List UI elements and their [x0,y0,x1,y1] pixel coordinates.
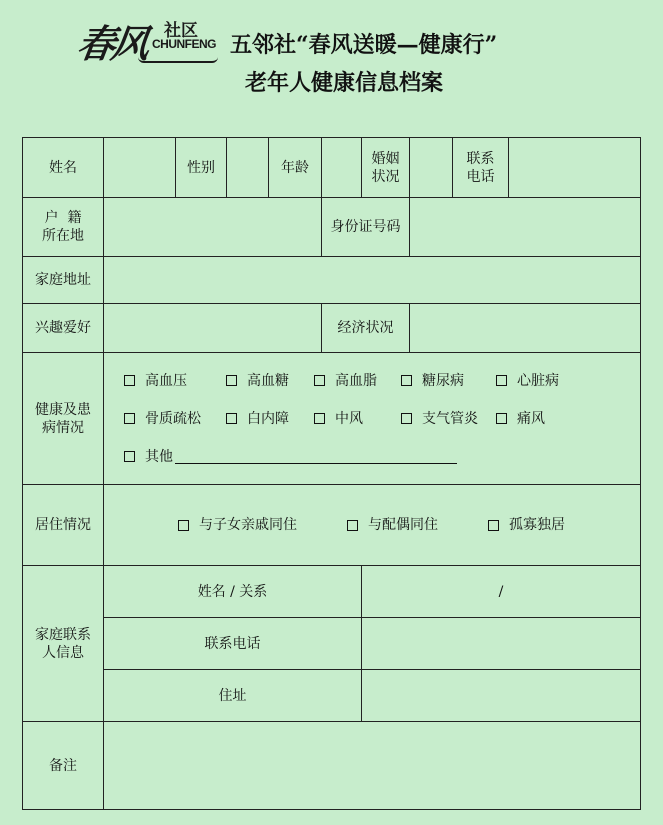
logo-swoosh [138,57,218,63]
page-subtitle: 老年人健康信息档案 [245,70,444,96]
label-remarks: 备注 [23,722,104,810]
field-marital-status[interactable] [410,138,453,198]
field-family-name-relation[interactable]: / [362,566,641,618]
label-family-address: 住址 [104,670,362,722]
label-marital-status [362,138,410,198]
label-hukou-line2: 所在地 [42,228,84,244]
option-osteoporosis[interactable] [124,410,226,428]
option-bronchitis[interactable] [401,410,496,428]
option-label: 糖尿病 [422,372,464,389]
label-marital-line1: 婚姻 [371,150,400,167]
label-economic-status: 经济状况 [322,304,410,353]
label-hukou [23,198,104,257]
option-label: 白内障 [247,410,289,427]
form-row-family-phone [23,618,641,670]
label-id-number: 身份证号码 [322,198,410,257]
form-row-address [23,257,641,304]
form-row-hobbies [23,304,641,353]
community-logo [74,13,218,67]
label-residence: 居住情况 [23,485,104,566]
option-other[interactable] [124,448,173,466]
checkbox-icon[interactable] [401,413,412,424]
label-family-phone: 联系电话 [104,618,362,670]
option-label: 中风 [335,410,363,427]
checkbox-icon[interactable] [226,375,237,386]
option-hyperlipidemia[interactable] [314,372,401,390]
field-age[interactable] [322,138,362,198]
field-id-number[interactable] [410,198,641,257]
field-name[interactable] [104,138,176,198]
option-label: 孤寡独居 [509,517,565,533]
checkbox-icon[interactable] [124,413,135,424]
checkbox-icon[interactable] [314,375,325,386]
option-label: 心脏病 [517,372,559,389]
label-health-line2: 病情况 [42,419,84,436]
logo-script-text: 春风 [74,21,149,66]
option-label: 其他 [145,448,173,465]
option-label: 骨质疏松 [145,410,201,427]
checkbox-icon[interactable] [124,451,135,462]
field-gender[interactable] [227,138,269,198]
option-diabetes[interactable] [401,372,496,390]
checkbox-icon[interactable] [347,520,358,531]
label-name: 姓名 [23,138,104,198]
option-hypertension[interactable] [124,372,226,390]
label-health [23,353,104,485]
option-stroke[interactable] [314,410,401,428]
checkbox-icon[interactable] [178,520,189,531]
checkbox-icon[interactable] [401,375,412,386]
option-label: 高血糖 [247,372,289,389]
option-hyperglycemia[interactable] [226,372,314,390]
other-fill-in-line[interactable] [175,449,457,464]
checkbox-icon[interactable] [124,375,135,386]
label-contact-line2: 电话 [466,168,495,185]
residence-options [104,485,641,566]
field-economic-status[interactable] [410,304,641,353]
option-gout[interactable] [496,410,545,428]
option-live-with-children[interactable] [178,516,297,534]
option-label: 痛风 [517,410,545,427]
label-gender: 性别 [176,138,227,198]
option-cataract[interactable] [226,410,314,428]
option-label: 支气管炎 [422,410,478,427]
logo-english-text: CHUNFENG [152,37,216,51]
form-row-health [23,353,641,485]
page-title: 五邻社“春风送暖—健康行” [230,32,498,58]
option-label: 高血压 [145,372,187,389]
field-home-address[interactable] [104,257,641,304]
health-options-row1 [124,362,640,400]
option-label: 与子女亲戚同住 [199,517,297,533]
health-options-row3 [124,438,640,476]
label-family-contact [23,566,104,722]
checkbox-icon[interactable] [488,520,499,531]
field-hukou[interactable] [104,198,322,257]
label-age: 年龄 [269,138,322,198]
checkbox-icon[interactable] [496,375,507,386]
form-row-family-name [23,566,641,618]
field-family-phone[interactable] [362,618,641,670]
label-contact-line1: 联系 [466,150,495,167]
residence-options-line [104,516,640,534]
label-hukou-line1: 户 籍 [44,210,82,226]
health-options [104,353,641,485]
checkbox-icon[interactable] [496,413,507,424]
label-home-address: 家庭地址 [23,257,104,304]
option-live-with-spouse[interactable] [347,516,438,534]
form-row-remarks [23,722,641,810]
label-contact-phone [453,138,509,198]
logo-sub-text: 社区 [164,21,198,41]
checkbox-icon[interactable] [226,413,237,424]
option-live-alone[interactable] [488,516,565,534]
label-family-contact-line1: 家庭联系 [35,626,91,643]
form-row-basic [23,138,641,198]
option-label: 与配偶同住 [368,517,438,533]
option-label: 高血脂 [335,372,377,389]
health-options-row2 [124,400,640,438]
field-contact-phone[interactable] [509,138,641,198]
checkbox-icon[interactable] [314,413,325,424]
label-family-name-relation: 姓名 / 关系 [104,566,362,618]
option-heart-disease[interactable] [496,372,559,390]
field-family-address[interactable] [362,670,641,722]
form-row-hukou [23,198,641,257]
label-marital-line2: 状况 [371,168,400,185]
field-hobbies[interactable] [104,304,322,353]
label-hobbies: 兴趣爱好 [23,304,104,353]
label-health-line1: 健康及患 [35,401,91,418]
label-family-contact-line2: 人信息 [42,644,84,661]
health-record-form [22,137,641,810]
field-remarks[interactable] [104,722,641,810]
form-row-residence [23,485,641,566]
form-row-family-address [23,670,641,722]
